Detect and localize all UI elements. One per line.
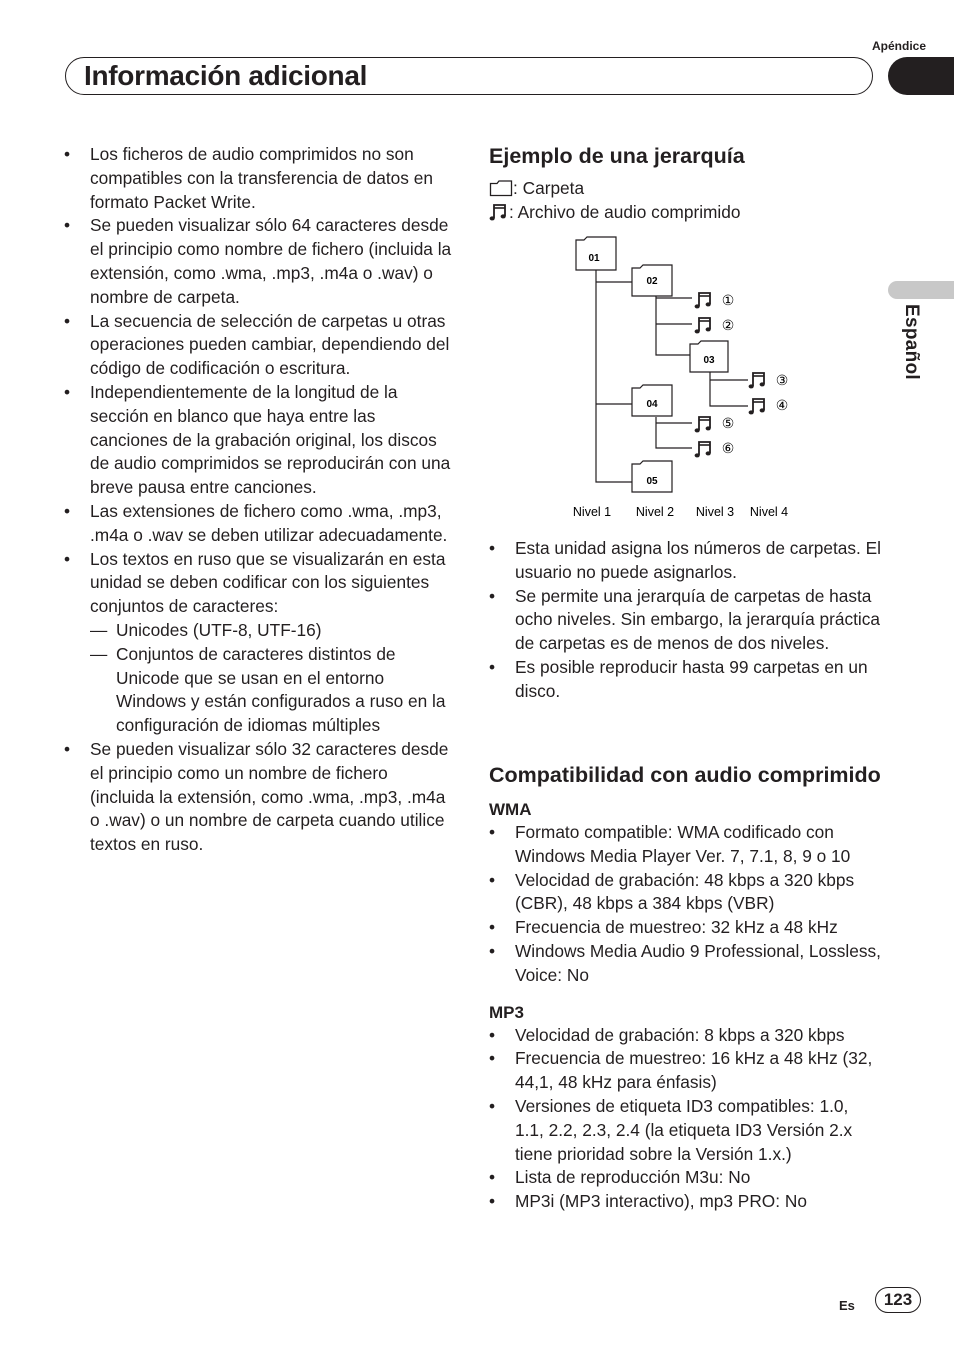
list-item (489, 869, 881, 917)
dash-mark: — (90, 643, 108, 664)
list-item-text: Versiones de etiqueta ID3 compatibles: 1.0, 1.1, 2.2, 2.3, 2.4 (la etiqueta ID3 Versión 2.x tiene prioridad sobre la Versión 1.x.) (515, 1095, 853, 1164)
level-label: Nivel 2 (635, 505, 675, 519)
list-item-text: Se permite una jerarquía de carpetas de hasta ocho niveles. Sin embargo, la jerarquía práctica de carpetas es de menos de dos niveles. (515, 585, 881, 654)
file-number: ② (721, 317, 735, 333)
file-number: ① (721, 292, 735, 308)
bullet-mark: • (489, 869, 496, 890)
audio-file-3 (749, 372, 789, 388)
dash-mark: — (90, 619, 108, 640)
legend-file-label: : Archivo de audio comprimido (509, 202, 741, 222)
level-label: Nivel 3 (695, 505, 735, 519)
list-item (489, 585, 881, 656)
folder-label: 01 (588, 253, 600, 264)
folder-01 (576, 237, 616, 270)
list-item (64, 381, 456, 500)
list-item (489, 1024, 881, 1048)
bullet-mark: • (64, 500, 71, 521)
file-number: ⑤ (721, 415, 735, 431)
list-item (489, 1047, 881, 1095)
bullet-mark: • (64, 144, 71, 164)
list-item-text: Se pueden visualizar sólo 64 caracteres desde el principio como nombre de fichero (incluida la extensión, como .wma, .mp3, .m4a o .wav) o nombre de carpeta. (90, 215, 452, 307)
wma-heading: WMA (489, 800, 532, 819)
music-note-icon (695, 293, 711, 308)
list-item-text: Frecuencia de muestreo: 16 kHz a 48 kHz (32, 44,1, 48 kHz para énfasis) (515, 1048, 873, 1093)
compat-heading: Compatibilidad con audio comprimido (489, 763, 881, 787)
folder-icon (489, 179, 513, 197)
legend-file-row (489, 200, 881, 224)
list-item (64, 143, 456, 214)
list-item (489, 656, 881, 704)
list-item (489, 916, 881, 940)
list-item-text: Independientemente de la longitud de la sección en blanco que haya entre las canciones de la grabación original, los discos de audio comprimidos se reproducirán con una breve pausa entre canciones. (90, 381, 451, 498)
sub-item-text: Unicodes (UTF-8, UTF-16) (116, 619, 322, 640)
wma-list (489, 821, 881, 988)
folder-label: 05 (646, 476, 658, 487)
music-note-icon (749, 399, 765, 414)
compat-section (489, 761, 881, 1214)
file-number: ④ (775, 397, 789, 413)
bullet-mark: • (489, 1167, 496, 1188)
file-number: ⑥ (721, 440, 735, 456)
list-item (64, 214, 456, 309)
sub-item-text: Conjuntos de caracteres distintos de Unicode que se usan en el entorno Windows y están configurados a ruso en la configuración de idiomas múltiples (116, 643, 446, 736)
audio-file-4 (749, 397, 789, 414)
footer-language-code: Es (839, 1298, 855, 1313)
bullet-mark: • (64, 215, 71, 236)
file-number: ③ (775, 372, 789, 388)
mp3-heading: MP3 (489, 1002, 524, 1022)
language-tab-label: Español (901, 304, 922, 381)
hierarchy-section (489, 142, 881, 224)
list-item-text: MP3i (MP3 interactivo), mp3 PRO: No (515, 1191, 807, 1212)
music-note-icon (695, 318, 711, 333)
bullet-mark: • (64, 738, 71, 759)
folder-label: 03 (703, 355, 715, 366)
music-note-icon (695, 417, 711, 432)
sub-list-item (64, 619, 456, 643)
sub-list-item (64, 643, 456, 738)
list-item-text: Las extensiones de fichero como .wma, .mp3, .m4a o .wav se deben utilizar adecuadamente. (90, 500, 448, 545)
list-item-text: Los ficheros de audio comprimidos no son compatibles con la transferencia de datos en formato Packet Write. (90, 144, 433, 212)
bullet-mark: • (489, 656, 496, 677)
left-bullet-list (64, 143, 456, 857)
list-item (489, 1166, 881, 1190)
list-item-text: Esta unidad asigna los números de carpetas. El usuario no puede asignarlos. (515, 538, 882, 582)
list-item (489, 1095, 881, 1166)
music-note-icon (695, 442, 711, 457)
hierarchy-diagram (560, 232, 810, 528)
folder-04 (632, 385, 672, 416)
list-item-text: Velocidad de grabación: 48 kbps a 320 kbps (CBR), 48 kbps a 384 kbps (VBR) (515, 869, 855, 914)
bullet-mark: • (489, 538, 496, 558)
chapter-tab (888, 57, 954, 95)
list-item (489, 940, 881, 988)
legend-folder-row (489, 176, 881, 200)
list-item-text: Windows Media Audio 9 Professional, Lossless, Voice: No (515, 940, 881, 985)
list-item-text: Lista de reproducción M3u: No (515, 1167, 751, 1188)
bullet-mark: • (489, 940, 496, 961)
list-item (64, 500, 456, 548)
list-item-text: Se pueden visualizar sólo 32 caracteres desde el principio como un nombre de fichero (incluida la extensión, como .wma, .mp3, .m4a o .wav) o un nombre de carpeta cuando utilice textos en ruso. (90, 738, 449, 855)
folder-02 (632, 265, 672, 296)
music-note-icon (749, 373, 765, 388)
music-note-icon (489, 202, 509, 222)
folder-05 (632, 461, 672, 492)
list-item (489, 821, 881, 869)
bullet-mark: • (489, 1095, 496, 1116)
list-item-text: Velocidad de grabación: 8 kbps a 320 kbps (515, 1024, 845, 1045)
list-item-text: Los textos en ruso que se visualizarán en esta unidad se deben codificar con los siguientes conjuntos de caracteres: (90, 548, 446, 617)
list-item-text: Es posible reproducir hasta 99 carpetas en un disco. (515, 656, 868, 701)
level-label: Nivel 1 (572, 505, 612, 519)
bullet-mark: • (64, 310, 71, 331)
folder-label: 04 (646, 399, 658, 410)
page-title: Información adicional (84, 60, 368, 91)
level-label: Nivel 4 (749, 505, 789, 519)
bullet-mark: • (489, 1024, 496, 1045)
bullet-mark: • (489, 585, 496, 606)
bullet-mark: • (489, 822, 496, 842)
list-item-text: Frecuencia de muestreo: 32 kHz a 48 kHz (515, 917, 838, 938)
folder-label: 02 (646, 276, 658, 287)
legend-folder-label: : Carpeta (513, 178, 585, 198)
hierarchy-notes (489, 537, 881, 704)
page-number: 123 (875, 1287, 921, 1313)
audio-file-2 (695, 317, 735, 333)
bullet-mark: • (489, 917, 496, 938)
list-item (489, 1190, 881, 1214)
bullet-mark: • (64, 548, 71, 569)
audio-file-5 (695, 415, 735, 432)
hierarchy-heading: Ejemplo de una jerarquía (489, 144, 745, 168)
folder-03 (690, 341, 728, 372)
audio-file-1 (695, 292, 735, 308)
left-column (64, 143, 456, 857)
bullet-mark: • (489, 1191, 496, 1212)
list-item (64, 548, 456, 619)
list-item (64, 310, 456, 381)
bullet-mark: • (489, 1048, 496, 1069)
bullet-mark: • (64, 381, 71, 402)
language-tab-marker (888, 281, 954, 299)
mp3-list (489, 1024, 881, 1214)
audio-file-6 (695, 440, 735, 457)
list-item-text: Formato compatible: WMA codificado con Windows Media Player Ver. 7, 7.1, 8, 9 o 10 (515, 822, 851, 866)
list-item-text: La secuencia de selección de carpetas u otras operaciones pueden cambiar, dependiendo del código de codificación o escritura. (90, 310, 450, 379)
section-label: Apéndice (871, 39, 926, 53)
hierarchy-notes-list (489, 537, 881, 704)
list-item (64, 738, 456, 857)
list-item (489, 537, 881, 585)
